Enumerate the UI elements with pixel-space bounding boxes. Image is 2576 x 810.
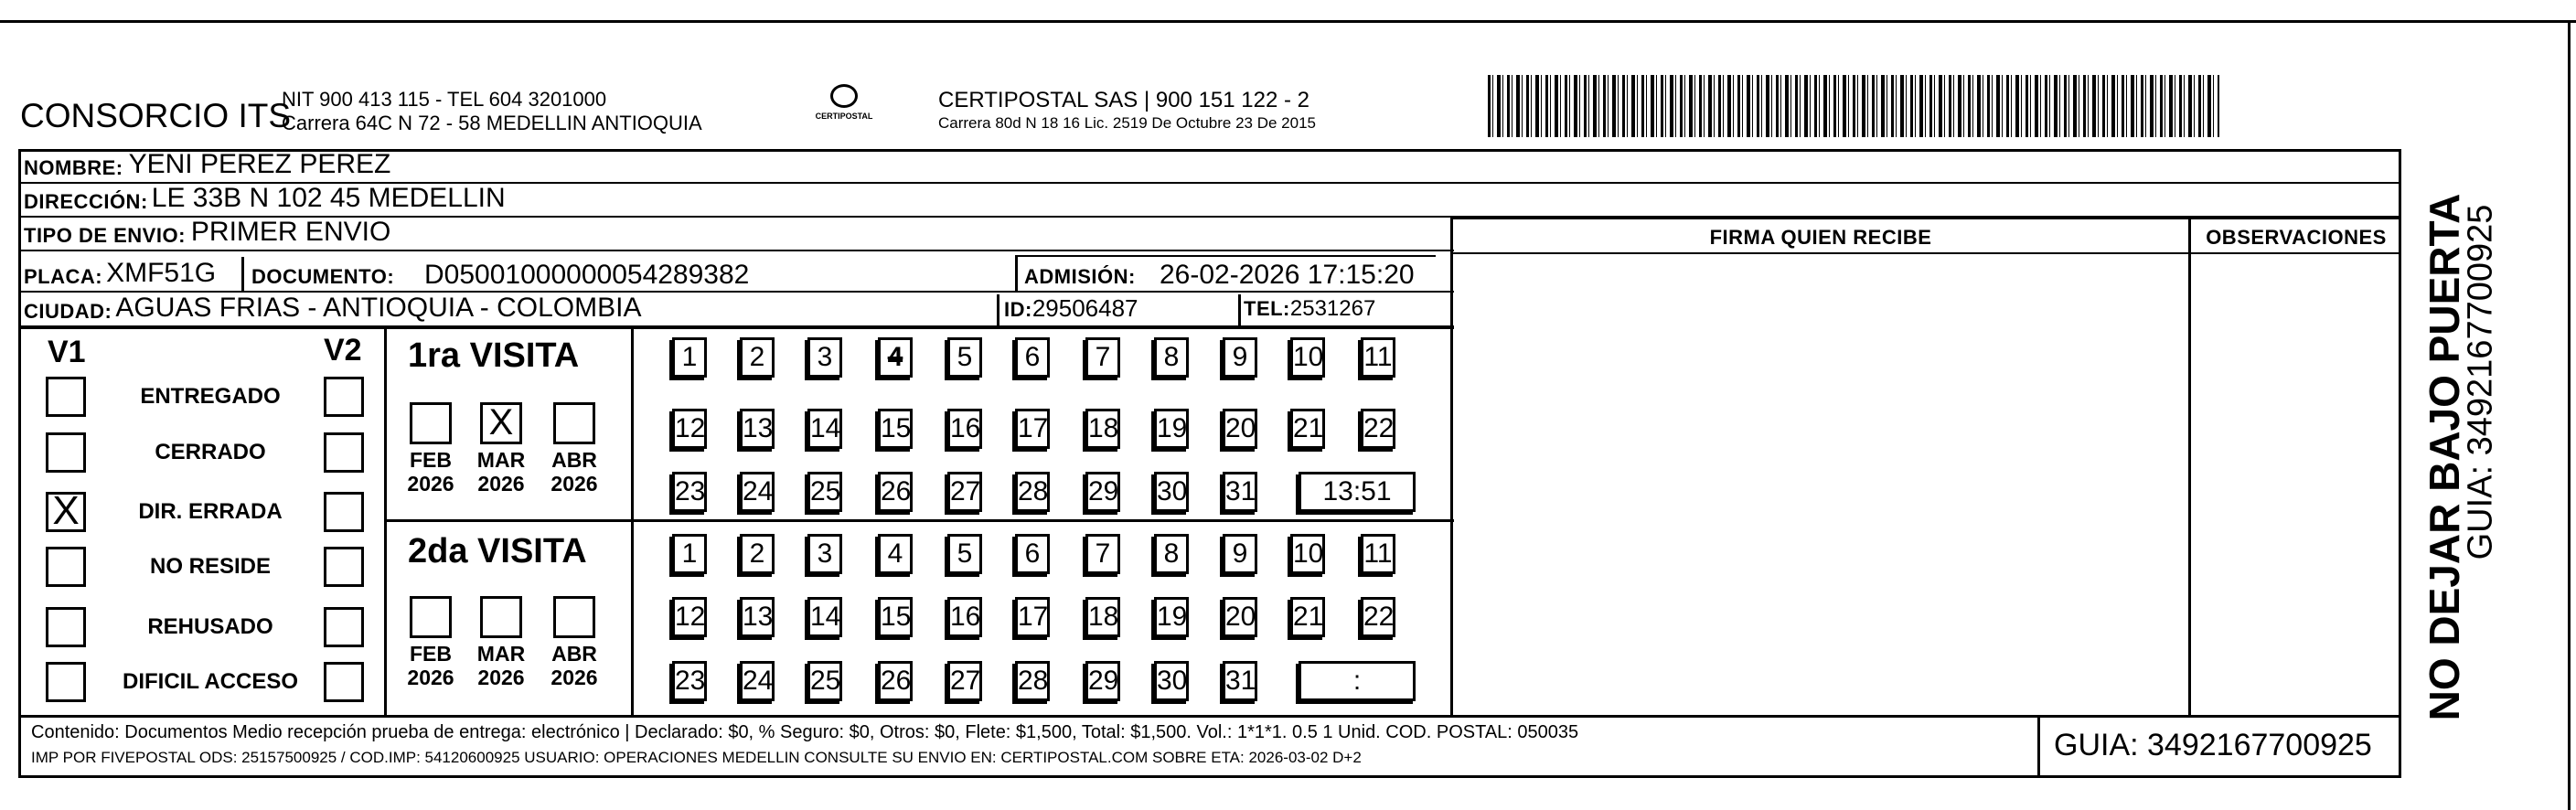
day-box[interactable]: 16 (947, 409, 982, 449)
footer-line1: Contenido: Documentos Medio recepción prueba de entrega: electrónico | Declarado: $0, % Seguro: $0, Otros: $0, Flete: $1,500, Total: $1,500. Vol.: 1*1*1. 0.5 1 Unid. COD. POSTAL: 050035 (31, 722, 1579, 742)
v1-checkbox-checked[interactable]: X (46, 492, 86, 532)
day-box[interactable]: 10 (1290, 337, 1325, 378)
day-box[interactable]: 29 (1085, 661, 1120, 701)
status-label: DIFICIL ACCESO (122, 669, 298, 694)
day-box[interactable]: 21 (1290, 597, 1325, 637)
v1-label: V1 (48, 335, 86, 369)
day-box[interactable]: 6 (1015, 337, 1050, 378)
day-box[interactable]: 13 (740, 409, 775, 449)
tipo-value: PRIMER ENVIO (190, 217, 391, 247)
status-label: CERRADO (155, 440, 266, 464)
day-box[interactable]: 5 (947, 337, 982, 378)
admision-value: 26-02-2026 17:15:20 (1160, 260, 1415, 290)
day-box[interactable]: 27 (947, 661, 982, 701)
month-label (469, 642, 533, 689)
footer-line2: IMP POR FIVEPOSTAL ODS: 25157500925 / COD.IMP: 54120600925 USUARIO: OPERACIONES MEDELLIN CONSULTE SU ENVIO EN: CERTIPOSTAL.COM SOBRE ETA: 2026-03-02 D+2 (31, 749, 1362, 766)
month-label (399, 642, 463, 689)
month-checkbox[interactable] (553, 402, 595, 444)
month-name: ABR (551, 642, 597, 666)
day-box[interactable]: 28 (1015, 661, 1050, 701)
second-visit-title: 2da VISITA (408, 532, 587, 570)
side-no-dejar: NO DEJAR BAJO PUERTA (2421, 193, 2468, 721)
day-box[interactable]: 1 (672, 534, 707, 574)
direccion-label: DIRECCIÓN: (24, 190, 148, 213)
month-label (399, 448, 463, 496)
day-box[interactable]: 6 (1015, 534, 1050, 574)
status-label: DIR. ERRADA (138, 499, 283, 524)
day-box[interactable]: 31 (1223, 661, 1257, 701)
day-box-crossed[interactable]: 4 (878, 337, 913, 378)
day-box[interactable]: 30 (1154, 661, 1189, 701)
day-box[interactable]: 26 (878, 472, 913, 512)
day-box[interactable]: 23 (672, 661, 707, 701)
day-box[interactable]: 1 (672, 337, 707, 378)
barcode (1488, 75, 2219, 137)
id-field (1004, 294, 1138, 323)
placa-divider (241, 257, 244, 293)
time-box[interactable]: 13:51 (1299, 472, 1416, 512)
v1-checkbox[interactable] (46, 432, 86, 473)
day-box[interactable]: 21 (1290, 409, 1325, 449)
certipostal-line2: Carrera 80d N 18 16 Lic. 2519 De Octubre 23 De 2015 (938, 114, 1316, 132)
time-box[interactable]: : (1299, 661, 1416, 701)
month-name: ABR (551, 448, 597, 472)
company-address: Carrera 64C N 72 - 58 MEDELLIN ANTIOQUIA (282, 112, 702, 134)
documento-value: D05001000000054289382 (424, 260, 750, 290)
v1-checkbox[interactable] (46, 662, 86, 702)
right-edge-line (2568, 20, 2571, 810)
first-visit-title: 1ra VISITA (408, 336, 580, 375)
footer-guia: GUIA: 3492167700925 (2054, 728, 2372, 762)
month-checkbox[interactable] (410, 596, 452, 638)
day-box[interactable]: 7 (1085, 337, 1120, 378)
month-checkbox[interactable] (480, 596, 522, 638)
ciudad-label: CIUDAD: (24, 300, 112, 323)
day-box[interactable]: 5 (947, 534, 982, 574)
id-label: ID: (1004, 298, 1032, 321)
day-box[interactable]: 23 (672, 472, 707, 512)
day-box[interactable]: 19 (1154, 597, 1189, 637)
month-name: FEB (410, 642, 452, 666)
direccion-value: LE 33B N 102 45 MEDELLIN (151, 183, 506, 213)
day-box[interactable]: 14 (807, 597, 842, 637)
v2-checkbox[interactable] (324, 492, 364, 532)
day-box[interactable]: 3 (807, 337, 842, 378)
day-box[interactable]: 17 (1015, 409, 1050, 449)
day-box[interactable]: 29 (1085, 472, 1120, 512)
v1-checkbox[interactable] (46, 377, 86, 417)
v2-checkbox[interactable] (324, 662, 364, 702)
certipostal-logo (812, 84, 876, 135)
day-box[interactable]: 24 (740, 661, 775, 701)
visit-days-divider (631, 329, 634, 717)
v2-checkbox[interactable] (324, 607, 364, 647)
observations-area[interactable] (2192, 255, 2400, 715)
tel-divider (1238, 294, 1241, 327)
tipo-label: TIPO DE ENVIO: (24, 224, 186, 247)
status-label: NO RESIDE (149, 554, 272, 579)
day-box[interactable]: 15 (878, 409, 913, 449)
day-box[interactable]: 25 (807, 472, 842, 512)
obs-col-left-border (2188, 218, 2191, 716)
day-box[interactable]: 11 (1361, 337, 1395, 378)
day-box[interactable]: 4 (878, 534, 913, 574)
day-box[interactable]: 27 (947, 472, 982, 512)
month-year: 2026 (407, 472, 454, 496)
month-checkbox[interactable] (410, 402, 452, 444)
month-checkbox[interactable] (553, 596, 595, 638)
day-box[interactable]: 12 (672, 597, 707, 637)
day-box[interactable]: 22 (1361, 597, 1395, 637)
day-box[interactable]: 8 (1154, 337, 1189, 378)
month-checkbox-checked[interactable]: X (480, 402, 522, 444)
tel-label: TEL: (1244, 297, 1290, 320)
nombre-value: YENI PEREZ PEREZ (128, 149, 391, 179)
day-box[interactable]: 26 (878, 661, 913, 701)
status-section-top-border (18, 327, 1454, 329)
day-box[interactable]: 20 (1223, 597, 1257, 637)
day-box[interactable]: 9 (1223, 534, 1257, 574)
day-box[interactable]: 16 (947, 597, 982, 637)
logo-circle-icon (830, 84, 858, 108)
id-value: 29506487 (1031, 294, 1138, 322)
status-visit-divider (384, 329, 387, 717)
top-edge-line (0, 20, 2576, 23)
day-box[interactable]: 24 (740, 472, 775, 512)
certipostal-line1: CERTIPOSTAL SAS | 900 151 122 - 2 (938, 88, 1309, 112)
logo-text: CERTIPOSTAL (815, 112, 873, 121)
day-box[interactable]: 8 (1154, 534, 1189, 574)
day-box[interactable]: 3 (807, 534, 842, 574)
certipostal-info (938, 88, 1316, 133)
right-col-header-border (1450, 252, 2401, 254)
v2-checkbox[interactable] (324, 432, 364, 473)
month-name: MAR (476, 448, 526, 472)
observaciones-header: OBSERVACIONES (2206, 226, 2387, 249)
row-tipo (18, 218, 1454, 251)
month-name: MAR (476, 642, 526, 666)
day-box[interactable]: 28 (1015, 472, 1050, 512)
day-box[interactable]: 19 (1154, 409, 1189, 449)
right-col-top-border (1450, 218, 2401, 219)
day-box[interactable]: 31 (1223, 472, 1257, 512)
month-year: 2026 (477, 666, 525, 689)
row-nombre (18, 150, 2401, 184)
documento-label: DOCUMENTO: (251, 265, 395, 288)
firma-header: FIRMA QUIEN RECIBE (1709, 226, 1932, 249)
ciudad-value: AGUAS FRIAS - ANTIOQUIA - COLOMBIA (115, 293, 642, 323)
day-box[interactable]: 9 (1223, 337, 1257, 378)
nombre-label: NOMBRE: (24, 156, 123, 179)
day-box[interactable]: 2 (740, 337, 775, 378)
day-box[interactable]: 17 (1015, 597, 1050, 637)
admision-label: ADMISIÓN: (1024, 265, 1136, 288)
side-guia: GUIA: 3492167700925 (2461, 204, 2500, 560)
company-nit: NIT 900 413 115 - TEL 604 3201000 (282, 88, 607, 111)
month-name: FEB (410, 448, 452, 472)
day-box[interactable]: 10 (1290, 534, 1325, 574)
day-box[interactable]: 18 (1085, 597, 1120, 637)
company-info (282, 88, 702, 135)
signature-area[interactable] (1454, 255, 2187, 715)
v2-label: V2 (324, 333, 362, 368)
day-box[interactable]: 30 (1154, 472, 1189, 512)
month-year: 2026 (550, 666, 598, 689)
placa-value: XMF51G (106, 258, 217, 288)
day-box[interactable]: 7 (1085, 534, 1120, 574)
day-box[interactable]: 12 (672, 409, 707, 449)
day-box[interactable]: 15 (878, 597, 913, 637)
month-year: 2026 (407, 666, 454, 689)
visit-separator (384, 519, 1454, 522)
day-box[interactable]: 25 (807, 661, 842, 701)
v2-checkbox[interactable] (324, 547, 364, 587)
status-label: REHUSADO (147, 614, 273, 639)
v2-checkbox[interactable] (324, 377, 364, 417)
day-box[interactable]: 18 (1085, 409, 1120, 449)
company-name: CONSORCIO ITS (20, 97, 292, 134)
row-direccion (18, 184, 2401, 218)
firma-col-left-border (1450, 218, 1453, 716)
placa-label: PLACA: (24, 265, 103, 288)
id-divider (997, 294, 999, 327)
day-box[interactable]: 20 (1223, 409, 1257, 449)
tel-field (1244, 296, 1375, 322)
v1-checkbox[interactable] (46, 607, 86, 647)
day-box[interactable]: 13 (740, 597, 775, 637)
day-box[interactable]: 22 (1361, 409, 1395, 449)
status-label: ENTREGADO (140, 384, 281, 409)
day-box[interactable]: 11 (1361, 534, 1395, 574)
day-box[interactable]: 2 (740, 534, 775, 574)
day-box[interactable]: 14 (807, 409, 842, 449)
month-label (469, 448, 533, 496)
v1-checkbox[interactable] (46, 547, 86, 587)
month-year: 2026 (550, 472, 598, 496)
tel-value: 2531267 (1289, 296, 1376, 321)
month-year: 2026 (477, 472, 525, 496)
month-label (542, 448, 606, 496)
month-label (542, 642, 606, 689)
